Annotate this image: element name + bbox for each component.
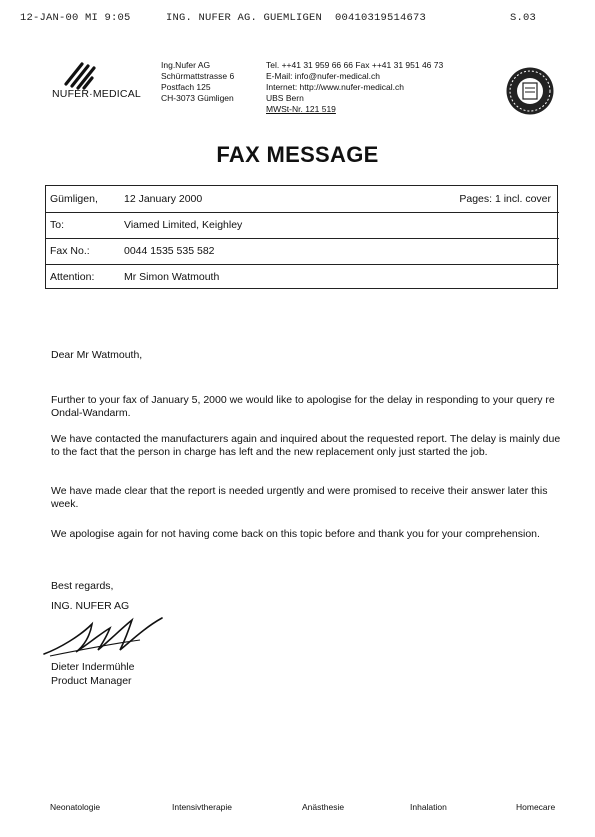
website-line: Internet: http://www.nufer-medical.ch bbox=[266, 82, 404, 92]
place-label: Gümligen, bbox=[50, 193, 98, 205]
fax-row bbox=[46, 238, 557, 264]
to-value: Viamed Limited, Keighley bbox=[124, 219, 243, 231]
footer-item: Inhalation bbox=[410, 802, 447, 812]
address-line: Schürmattstrasse 6 bbox=[161, 71, 235, 81]
footer-item: Anästhesie bbox=[302, 802, 345, 812]
logo-text: NUFER·MEDICAL bbox=[52, 88, 141, 100]
date-row bbox=[46, 186, 557, 212]
to-row bbox=[46, 212, 557, 238]
fax-page: S.03 bbox=[510, 12, 537, 24]
footer-item: Homecare bbox=[516, 802, 556, 812]
fax-sender: ING. NUFER AG. GUEMLIGEN bbox=[166, 12, 323, 24]
attention-label: Attention: bbox=[50, 271, 95, 283]
company-address bbox=[161, 60, 234, 104]
fax-label: Fax No.: bbox=[50, 245, 90, 257]
address-line: Postfach 125 bbox=[161, 82, 211, 92]
address-line: CH-3073 Gümligen bbox=[161, 93, 234, 103]
logo-mark-icon bbox=[48, 58, 148, 90]
to-label: To: bbox=[50, 219, 65, 231]
fax-value: 0044 1535 535 582 bbox=[124, 245, 215, 257]
footer-item: Intensivtherapie bbox=[172, 802, 233, 812]
bank-line: UBS Bern bbox=[266, 93, 304, 103]
signature-icon bbox=[40, 614, 170, 660]
document-title: FAX MESSAGE bbox=[216, 142, 379, 167]
pages-value: Pages: 1 incl. cover bbox=[459, 193, 551, 205]
fax-header-table bbox=[45, 185, 558, 289]
footer-item: Neonatologie bbox=[50, 802, 101, 812]
vat-line: MWSt-Nr. 121 519 bbox=[266, 104, 336, 114]
attention-row bbox=[46, 264, 557, 290]
seal-icon bbox=[505, 66, 555, 116]
closing-company: ING. NUFER AG bbox=[51, 600, 130, 612]
signer-name: Dieter Indermühle bbox=[51, 661, 135, 673]
attention-value: Mr Simon Watmouth bbox=[124, 271, 220, 283]
company-logo bbox=[48, 58, 148, 104]
signature bbox=[40, 614, 170, 660]
fax-datetime: 12-JAN-00 MI 9:05 bbox=[20, 12, 131, 24]
salutation: Dear Mr Watmouth, bbox=[51, 349, 143, 361]
body-paragraph: Further to your fax of January 5, 2000 we would like to apologise for the delay in responding to your query re Ondal-Wandarm. bbox=[51, 394, 555, 419]
date-value: 12 January 2000 bbox=[124, 193, 203, 205]
phone-fax-line: Tel. ++41 31 959 66 66 Fax ++41 31 951 46 73 bbox=[266, 60, 444, 70]
signer-title: Product Manager bbox=[51, 675, 132, 687]
closing: Best regards, bbox=[51, 580, 114, 592]
body-paragraph: We apologise again for not having come back on this topic before and thank you for your comprehension. bbox=[51, 528, 540, 540]
company-contact bbox=[266, 60, 443, 115]
address-line: Ing.Nufer AG bbox=[161, 60, 211, 70]
body-paragraph: We have contacted the manufacturers again and inquired about the requested report. The delay is mainly due to the fact that the person in charge has left and the new replacement only just started the job. bbox=[51, 433, 561, 458]
body-paragraph: We have made clear that the report is needed urgently and were promised to receive their answer later this week. bbox=[51, 485, 548, 510]
certification-seal bbox=[505, 66, 555, 116]
email-line: E-Mail: info@nufer-medical.ch bbox=[266, 71, 380, 81]
fax-number: 00410319514673 bbox=[335, 12, 427, 24]
